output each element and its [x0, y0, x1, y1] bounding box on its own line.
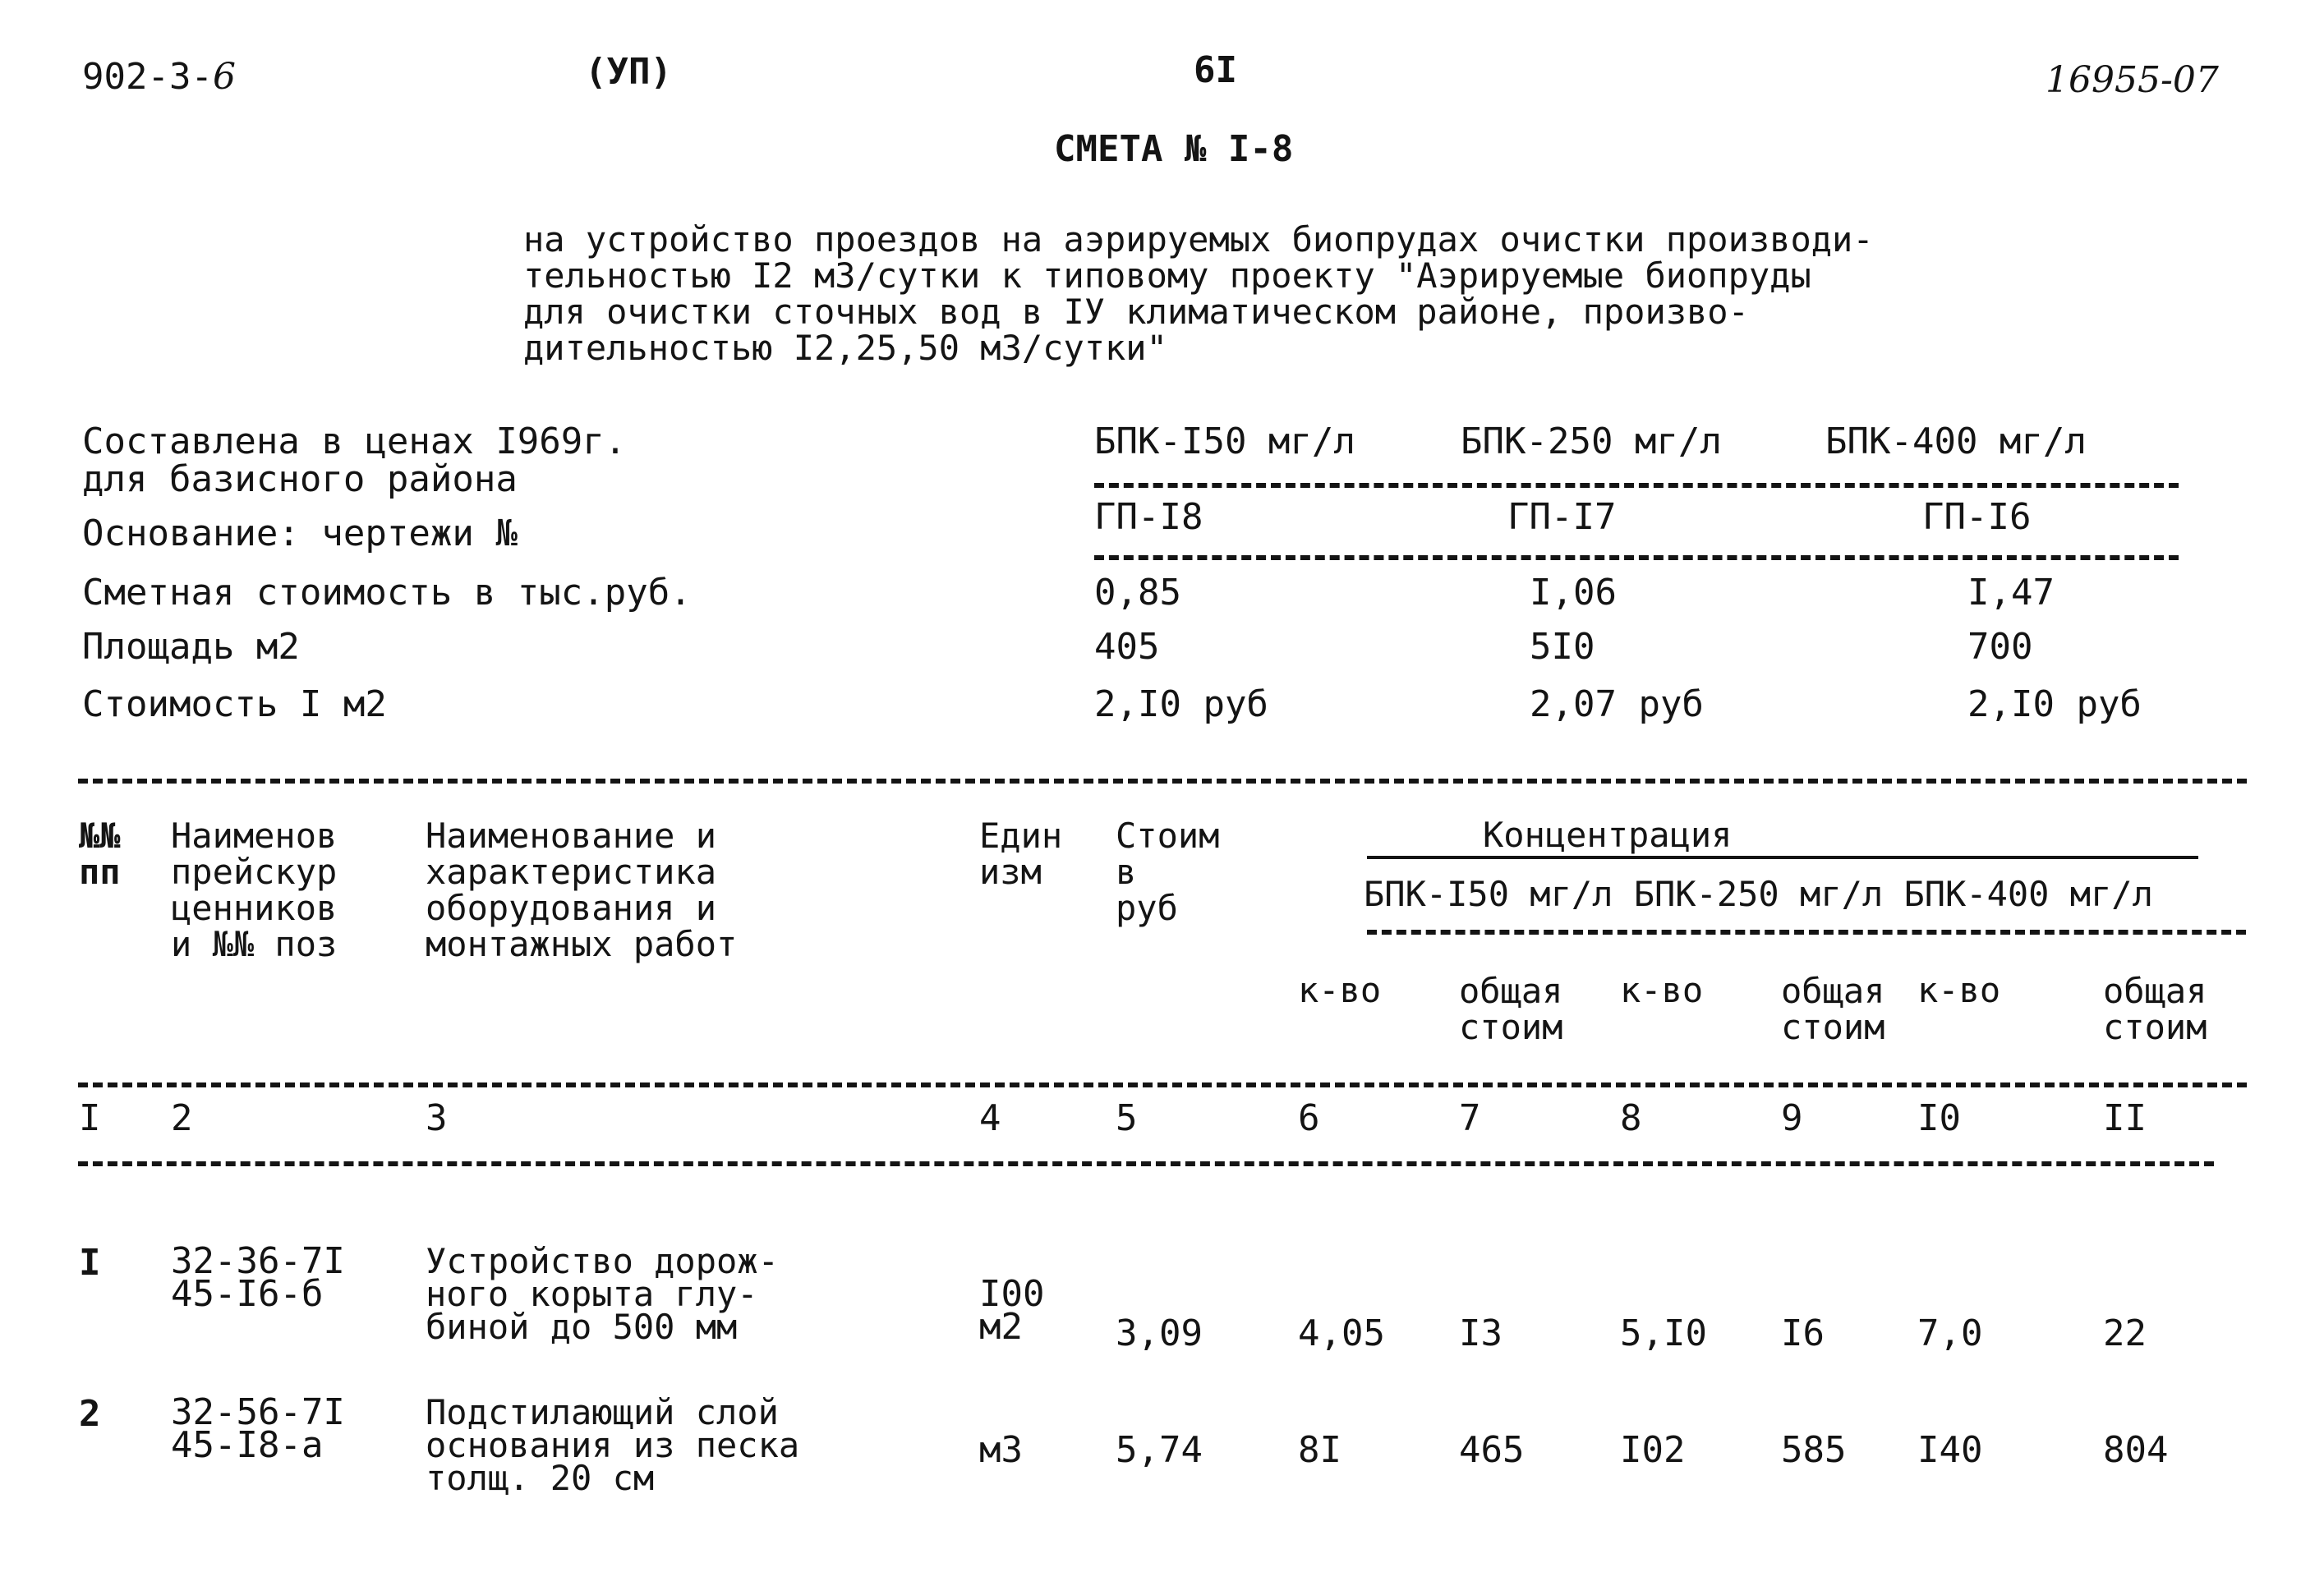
- prices-label: Составлена в ценах I969г.: [82, 421, 627, 462]
- cost-value: 0,85: [1094, 572, 1181, 614]
- row-total-150: I3: [1459, 1312, 1503, 1354]
- col-number: 2: [171, 1097, 193, 1139]
- col-number: 8: [1620, 1097, 1642, 1139]
- row-price-code: 32-36-7I 45-I6-б: [171, 1240, 345, 1315]
- header-concentration: Концентрация: [1483, 815, 1733, 855]
- row-name: Устройство дорож- ного корыта глу- биной до 500 мм: [426, 1241, 779, 1347]
- unit-cost-value: 2,I0 руб: [1967, 683, 2142, 725]
- table-top-divider: [78, 779, 2247, 784]
- doc-number: 16955-07: [2046, 59, 2219, 101]
- unit-cost-value: 2,I0 руб: [1094, 683, 1268, 725]
- col-number: II: [2103, 1097, 2147, 1139]
- header-qty-1: к-во: [1298, 970, 1382, 1010]
- drawing-gp16: ГП-I6: [1922, 496, 2032, 538]
- row-number: 2: [79, 1393, 101, 1435]
- row-unit: I00 м2: [979, 1273, 1045, 1348]
- row-unit: м3: [979, 1429, 1023, 1471]
- row-price: 3,09: [1116, 1312, 1203, 1354]
- area-value: 405: [1094, 626, 1160, 668]
- row-qty-150: 4,05: [1298, 1312, 1385, 1354]
- page-number: 6I: [1194, 49, 1237, 91]
- row-total-400: 22: [2103, 1312, 2147, 1354]
- row-qty-150: 8I: [1298, 1429, 1341, 1471]
- code-label: (УП): [585, 51, 672, 93]
- bpk-400-label: БПК-400 мг/л: [1825, 421, 2087, 462]
- row-number: I: [79, 1242, 101, 1284]
- area-value: 5I0: [1530, 626, 1595, 668]
- unit-cost-value: 2,07 руб: [1530, 683, 1704, 725]
- concentration-divider: [1367, 930, 2246, 935]
- column-numbers-divider: [78, 1161, 2214, 1166]
- col-number: 4: [979, 1097, 1001, 1139]
- header-price-list: Наименов прейскур ценников и №№ поз: [171, 816, 338, 965]
- cost-value: I,06: [1530, 572, 1617, 614]
- area-value: 700: [1967, 626, 2033, 668]
- col-number: 5: [1116, 1097, 1138, 1139]
- header-qty-3: к-во: [1917, 970, 2001, 1010]
- header-total-1: общая стоим: [1459, 971, 1563, 1048]
- cost-value: I,47: [1967, 572, 2055, 614]
- row-total-250: 585: [1781, 1429, 1847, 1471]
- col-number: 7: [1459, 1097, 1481, 1139]
- header-price: Стоим в руб: [1116, 816, 1220, 929]
- row-qty-250: I02: [1620, 1429, 1686, 1471]
- summary-divider: [1094, 555, 2179, 560]
- header-num: №№ пп: [79, 816, 121, 893]
- header-unit: Един изм: [979, 816, 1063, 893]
- row-name: Подстилающий слой основания из песка толщ. 20 см: [426, 1392, 800, 1498]
- row-total-150: 465: [1459, 1429, 1525, 1471]
- row-total-400: 804: [2103, 1429, 2169, 1471]
- subtitle: на устройство проездов на аэрируемых биопрудах очистки производи- тельностью I2 м3/сутки к типовому проекту "Аэрируемые биопруды для очистки сточных вод в IУ климатическом районе, произво- дительностью I2,25,50 м3/сутки": [523, 219, 1874, 368]
- header-name: Наименование и характеристика оборудования и монтажных работ: [426, 816, 738, 965]
- row-price: 5,74: [1116, 1429, 1203, 1471]
- drawing-gp18: ГП-I8: [1094, 496, 1203, 538]
- row-qty-400: I40: [1917, 1429, 1983, 1471]
- series-number: 902-3-6: [82, 56, 236, 98]
- col-number: 6: [1298, 1097, 1320, 1139]
- col-number: I0: [1917, 1097, 1961, 1139]
- header-bottom-divider: [78, 1082, 2247, 1087]
- unit-cost-label: Стоимость I м2: [82, 683, 387, 725]
- header-concentration-bpk: БПК-I50 мг/л БПК-250 мг/л БПК-400 мг/л: [1364, 874, 2153, 914]
- col-number: 3: [426, 1097, 448, 1139]
- header-qty-2: к-во: [1620, 970, 1704, 1010]
- col-number: 9: [1781, 1097, 1803, 1139]
- row-price-code: 32-56-7I 45-I8-а: [171, 1391, 345, 1466]
- cost-label: Сметная стоимость в тыс.руб.: [82, 572, 692, 614]
- area-label: Площадь м2: [82, 626, 300, 668]
- bpk-150-label: БПК-I50 мг/л: [1094, 421, 1355, 462]
- drawing-gp17: ГП-I7: [1507, 496, 1617, 538]
- concentration-underline: [1367, 856, 2198, 859]
- header-total-3: общая стоим: [2103, 971, 2207, 1048]
- region-label: для базисного района: [82, 458, 518, 500]
- basis-label: Основание: чертежи №: [82, 513, 518, 554]
- summary-divider: [1094, 483, 2179, 488]
- bpk-250-label: БПК-250 мг/л: [1461, 421, 1722, 462]
- row-qty-400: 7,0: [1917, 1312, 1983, 1354]
- row-total-250: I6: [1781, 1312, 1825, 1354]
- page-title: СМЕТА № I-8: [1054, 128, 1294, 170]
- header-total-2: общая стоим: [1781, 971, 1885, 1048]
- row-qty-250: 5,I0: [1620, 1312, 1707, 1354]
- col-number: I: [79, 1097, 101, 1139]
